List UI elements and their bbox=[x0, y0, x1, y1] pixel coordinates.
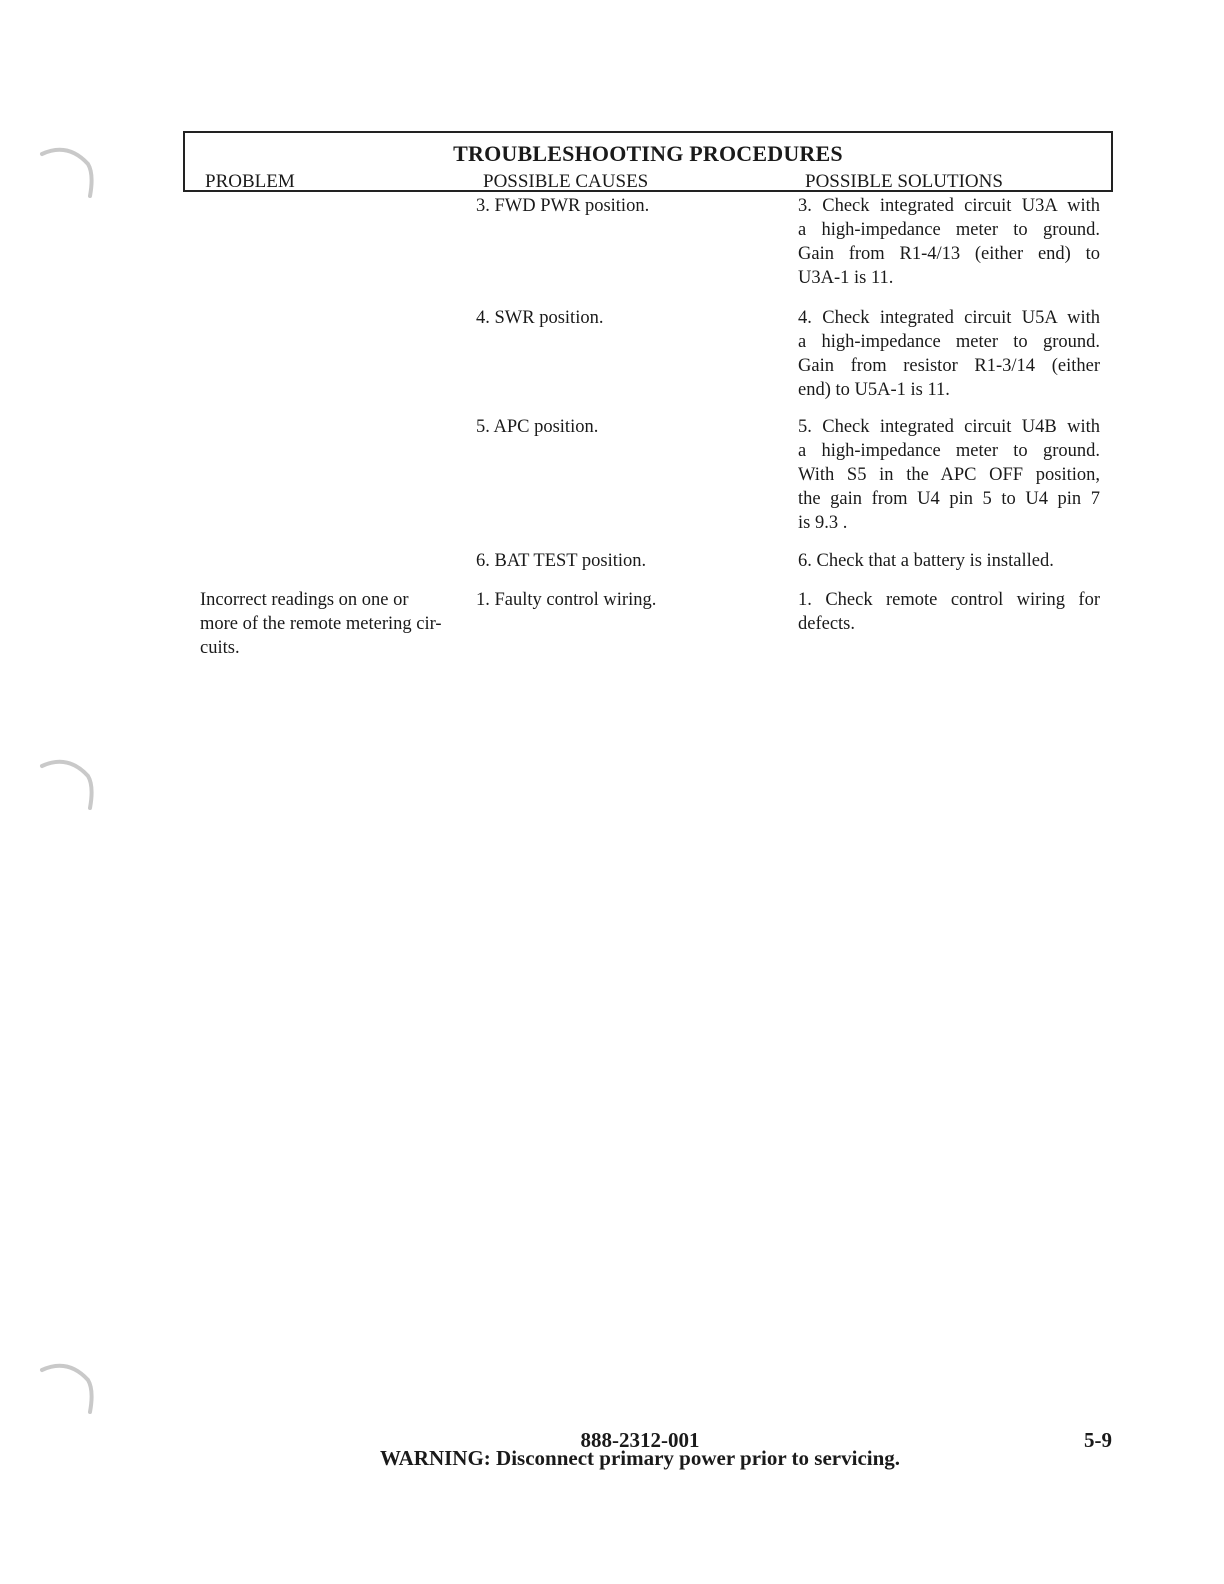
binder-hole-middle bbox=[38, 752, 98, 812]
solution-cell bbox=[798, 549, 1100, 573]
solution-line: is 9.3 . bbox=[798, 513, 848, 533]
solution-line: With S5 in the APC OFF position, bbox=[798, 465, 1100, 485]
binder-hole-top bbox=[38, 140, 98, 200]
cause-cell: 6. BAT TEST position. bbox=[476, 551, 647, 571]
column-header-problem: PROBLEM bbox=[205, 171, 295, 192]
solution-cell bbox=[798, 415, 1100, 535]
solution-line: 6. Check that a battery is installed. bbox=[798, 551, 1054, 571]
column-header-solutions: POSSIBLE SOLUTIONS bbox=[805, 171, 1003, 192]
solution-line: a high-impedance meter to ground. bbox=[798, 220, 1100, 240]
solution-line: the gain from U4 pin 5 to U4 pin 7 bbox=[798, 489, 1100, 509]
binder-hole-bottom bbox=[38, 1356, 98, 1416]
page-number: 5-9 bbox=[1084, 1428, 1112, 1452]
problem-line: more of the remote metering cir- bbox=[200, 614, 442, 634]
page-title: TROUBLESHOOTING PROCEDURES bbox=[453, 141, 843, 166]
solution-line: a high-impedance meter to ground. bbox=[798, 441, 1100, 461]
solution-cell bbox=[798, 306, 1100, 402]
problem-line: Incorrect readings on one or bbox=[200, 590, 409, 610]
problem-cell bbox=[200, 588, 462, 660]
problem-line: cuits. bbox=[200, 638, 240, 658]
solution-cell bbox=[798, 194, 1100, 290]
solution-line: defects. bbox=[798, 614, 856, 634]
solution-line: 5. Check integrated circuit U4B with bbox=[798, 417, 1100, 437]
part-number: 888-2312-001 bbox=[580, 1428, 700, 1452]
solution-line: 3. Check integrated circuit U3A with bbox=[798, 196, 1100, 216]
cause-cell: 1. Faulty control wiring. bbox=[476, 590, 657, 610]
warning-text: WARNING: Disconnect primary power prior to servicing. bbox=[379, 1446, 901, 1470]
column-header-causes: POSSIBLE CAUSES bbox=[483, 171, 649, 192]
solution-line: a high-impedance meter to ground. bbox=[798, 332, 1100, 352]
solution-line: Gain from R1-4/13 (either end) to bbox=[798, 244, 1100, 264]
solution-line: U3A-1 is 11. bbox=[798, 268, 894, 288]
solution-line: end) to U5A-1 is 11. bbox=[798, 380, 950, 400]
table-header bbox=[183, 131, 1113, 192]
cause-cell: 4. SWR position. bbox=[476, 308, 604, 328]
solution-line: 1. Check remote control wiring for bbox=[798, 590, 1100, 610]
solution-cell bbox=[798, 588, 1100, 636]
solution-line: Gain from resistor R1-3/14 (either bbox=[798, 356, 1100, 376]
cause-cell: 5. APC position. bbox=[476, 417, 599, 437]
cause-cell: 3. FWD PWR position. bbox=[476, 196, 650, 216]
solution-line: 4. Check integrated circuit U5A with bbox=[798, 308, 1100, 328]
